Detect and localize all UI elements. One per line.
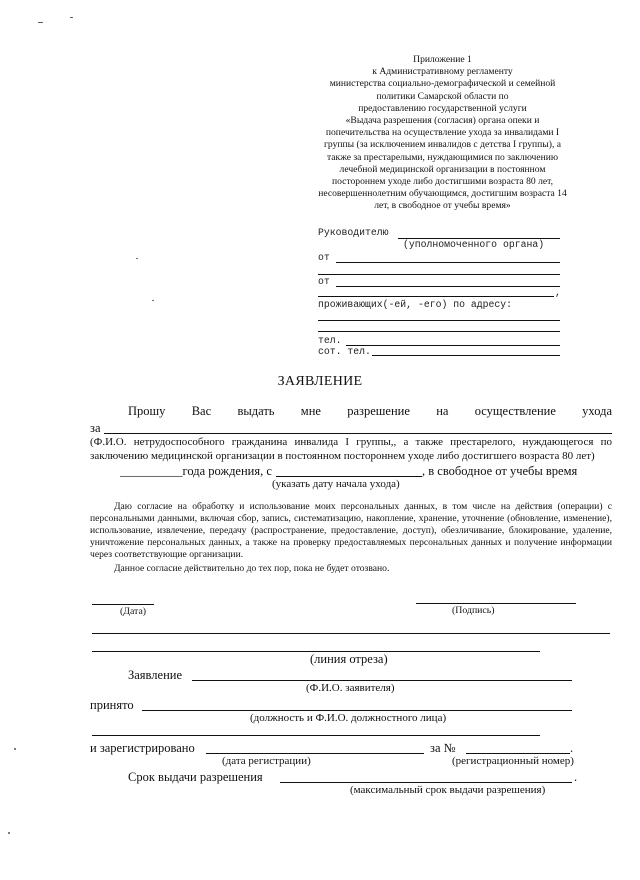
- from-field-3[interactable]: [336, 286, 560, 287]
- reg-date-hint: (дата регистрации): [222, 755, 311, 767]
- signature-hint: (Подпись): [452, 605, 495, 616]
- official-field[interactable]: [142, 710, 572, 711]
- fio-hint: (Ф.И.О. нетрудоспособного гражданина инвалида I группы,, а также престарелого, нуждающегося по заключению медицинской организации в постоянном постороннем уходе либо достигшего возраста 80 лет): [90, 436, 612, 462]
- appendix-line: «Выдача разрешения (согласия) органа опеки и: [345, 115, 540, 127]
- free-time-text: , в свободное от учебы время: [422, 464, 578, 478]
- document-title: ЗАЯВЛЕНИЕ: [277, 374, 363, 389]
- separator-line: [92, 633, 610, 634]
- mobile-field[interactable]: [372, 355, 560, 356]
- reg-number-field[interactable]: [466, 753, 570, 754]
- official-field-2[interactable]: [92, 735, 540, 736]
- consent-valid: Данное согласие действительно до тех пор, пока не будет отозвано.: [114, 563, 390, 574]
- request-word: на: [436, 404, 449, 418]
- request-line: [128, 404, 612, 419]
- appendix-line: постороннем уходе либо достигшими возраста 80 лет,: [332, 176, 553, 188]
- appendix-line: группы (за исключением инвалидов с детства I группы), а: [324, 139, 561, 151]
- start-date-field[interactable]: [276, 476, 422, 477]
- appendix-line: к Административному регламенту: [372, 66, 513, 78]
- appendix-line: несовершеннолетним обучающимся, достигшим возраста 14: [318, 188, 567, 200]
- appendix-line: лет, в свободное от учебы время»: [374, 200, 511, 212]
- za-no-label: за №: [430, 741, 456, 755]
- accepted-label: принято: [90, 698, 134, 712]
- mobile-label: сот. тел.: [318, 346, 371, 357]
- scan-speck: [136, 258, 138, 259]
- official-hint: (должность и Ф.И.О. должностного лица): [250, 712, 447, 724]
- cut-line-label: (линия отреза): [310, 652, 388, 666]
- appendix-line: предоставлению государственной услуги: [358, 102, 527, 114]
- birth-year-text: __________года рождения, с: [120, 464, 272, 478]
- appendix-line: лечебной медицинской организации в постоянном: [339, 163, 546, 175]
- appendix-line: попечительства на осуществление ухода за инвалидами I: [325, 127, 560, 139]
- date-field[interactable]: [92, 604, 154, 605]
- reg-number-hint: (регистрационный номер): [452, 755, 574, 767]
- term-dot: .: [574, 770, 578, 784]
- scan-speck: [14, 748, 16, 750]
- start-date-hint: (указать дату начала ухода): [272, 478, 400, 490]
- comma: ,: [555, 287, 561, 298]
- phone-field[interactable]: [346, 345, 560, 346]
- term-field[interactable]: [280, 782, 572, 783]
- request-word: Прошу: [128, 404, 166, 418]
- appendix-line: Приложение 1: [413, 54, 472, 65]
- consent-text: Даю согласие на обработку и использование моих персональных данных, в том числе на действия (операции) с персональными данными, включая сбор, запись, систематизацию, накопление, хранение, уточнение (обновление, изменение), использование, извлечение, передачу (распространение, предоставление, доступ), обезличивание, блокирование, удаление, уничтожение персональных данных, а также на проверку предоставляемых персональных данных и получение информации через соответствующие организации.: [90, 501, 612, 560]
- from-field-2[interactable]: [318, 274, 560, 275]
- date-hint: (Дата): [120, 606, 147, 617]
- phone-label: тел.: [318, 335, 342, 346]
- term-label: Срок выдачи разрешения: [128, 770, 263, 784]
- request-word: выдать: [237, 404, 275, 418]
- address-field-1[interactable]: [318, 320, 560, 321]
- applicant-hint: (Ф.И.О. заявителя): [306, 682, 395, 694]
- from-field-4[interactable]: [318, 296, 554, 297]
- scan-speck: [38, 22, 43, 23]
- organ-hint: (уполномоченного органа): [403, 239, 545, 250]
- request-word: мне: [300, 404, 321, 418]
- signature-field[interactable]: [416, 603, 576, 604]
- scan-speck: [152, 300, 154, 301]
- ward-name-field[interactable]: [104, 433, 612, 434]
- term-hint: (максимальный срок выдачи разрешения): [350, 784, 546, 796]
- request-word: осуществление: [474, 404, 556, 418]
- reg-date-field[interactable]: [206, 753, 424, 754]
- applicant-field[interactable]: [192, 680, 572, 681]
- from-field[interactable]: [336, 262, 560, 263]
- appendix-line: также за престарелыми, нуждающимися по заключению: [326, 151, 559, 163]
- scan-speck: [70, 17, 73, 18]
- statement-label: Заявление: [128, 668, 183, 682]
- reg-dot: .: [570, 741, 574, 755]
- request-word: ухода: [582, 404, 612, 418]
- request-word: разрешение: [347, 404, 410, 418]
- from-label-2: от: [318, 276, 330, 287]
- appendix-note: [300, 54, 585, 213]
- head-label: Руководителю: [318, 227, 389, 238]
- registered-label: и зарегистрировано: [90, 741, 195, 755]
- appendix-line: министерства социально-демографической и семейной: [329, 78, 556, 90]
- residing-label: проживающих(-ей, -его) по адресу:: [318, 299, 513, 310]
- from-label: от: [318, 252, 330, 263]
- appendix-line: политики Самарской области по: [376, 90, 509, 102]
- za-label: за: [90, 421, 101, 435]
- address-field-2[interactable]: [318, 331, 560, 332]
- request-word: Вас: [191, 404, 212, 418]
- scan-speck: [8, 832, 10, 834]
